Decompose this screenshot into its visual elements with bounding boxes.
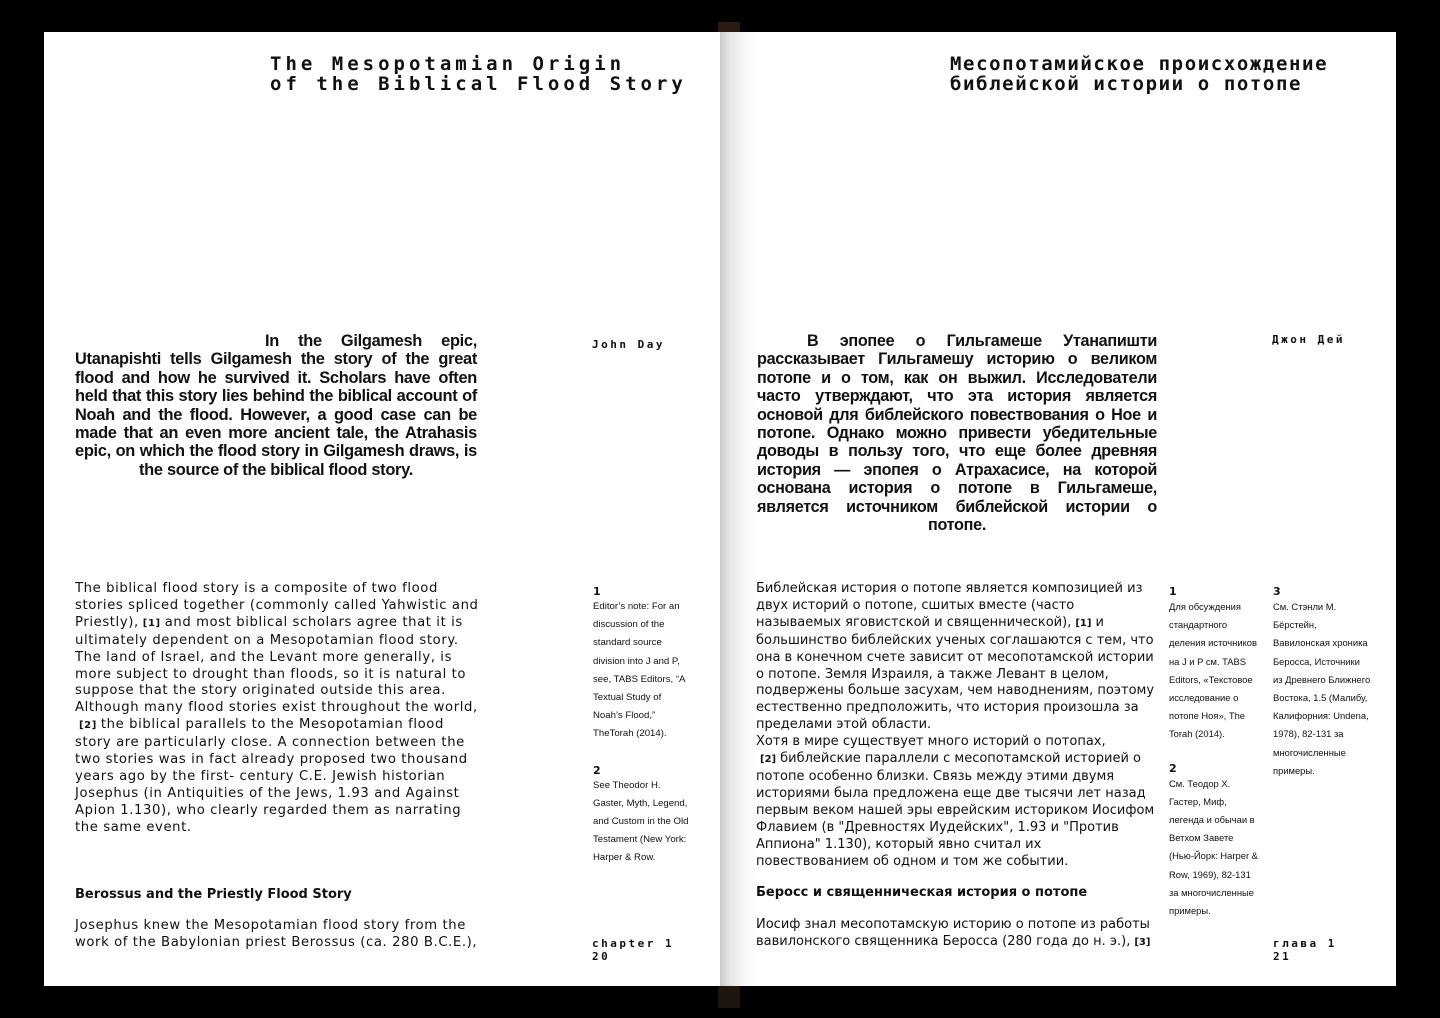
footer-page-number-ru: 21 — [1273, 950, 1292, 963]
body-text-en — [75, 581, 485, 837]
section-subhead-en: Berossus and the Priestly Flood Story — [75, 887, 352, 902]
page-title-ru — [950, 54, 1390, 94]
footnotes-ru-col1 — [1169, 585, 1259, 920]
lead-paragraph-ru: В эпопее о Гильгамеше Утанапишти рассказывает Гильгамешу историю о великом потопе и о том, как он выжил. Исследователи часто утверждают, что эта история является основой для библейского повествования о Ное и потопе. Однако можно привести убедительные доводы в пользу того, что еще более древняя история — эпопея о Атрахасисе, на которой основана история о потопе в Гильгамеше, является источником библейской истории о потопе. — [757, 332, 1157, 535]
author-name-ru: Джон Дей — [1272, 333, 1345, 346]
title-line-1-ru: Месопотамийское происхождение — [950, 53, 1329, 75]
left-page — [44, 32, 720, 986]
section-subhead-ru: Беросс и священническая история о потопе — [756, 885, 1088, 900]
footnote-number-2: 2 — [593, 763, 601, 777]
page-title-en — [270, 54, 710, 94]
lead-paragraph-en: In the Gilgamesh epic, Utanapishti tells Gilgamesh the story of the great flood and how he survived it. Scholars have often held that this story lies behind the biblical account of Noah and the flood. However, a good case can be made that an even more ancient tale, the Atrahasis epic, on which the flood story in Gilgamesh draws, is the source of the biblical flood story. — [75, 332, 477, 479]
footnote-ref-2[interactable]: [2] — [79, 720, 97, 732]
footer-page-number: 20 — [592, 950, 611, 963]
footnote-ref-3-ru[interactable]: [3] — [1134, 936, 1151, 948]
title-line-2-ru: библейской истории о потопе — [950, 73, 1303, 95]
book-spine-top — [718, 22, 740, 32]
page-footer-en — [592, 937, 674, 963]
footnote-number-1: 1 — [593, 585, 601, 598]
book-spine-bottom — [718, 986, 740, 1008]
footnote-ref-2-ru[interactable]: [2] — [760, 754, 777, 766]
footnote-text-2-ru: См. Теодор Х. Гастер, Миф, легенда и обычаи в Ветхом Завете (Нью-Йорк: Harper & Row, 1969), 82-131 за многочисленные примеры. — [1169, 777, 1258, 917]
body-paragraph-1: The biblical flood story is a composite of two flood stories spliced together (commonly called Yahwistic and Priestly), [1] and most biblical scholars agree that it is ultimately dependent on a Mesopotamian flood story. The land of Israel, and the Levant more generally, is more subject to drought than floods, so it is natural to suppose that the story originated outside this area. — [75, 581, 479, 699]
footnote-text-2: See Theodor H. Gaster, Myth, Legend, and Custom in the Old Testament (New York: Harper & Row. — [593, 779, 689, 864]
footnote-text-3-ru: См. Стэнли М. Бёрстейн, Вавилонская хроника Беросса, Источники из Древнего Ближнего Востока, 1.5 (Малибу, Калифорния: Undena, 1978), 82-131 за многочисленные примеры. — [1273, 601, 1371, 776]
right-page — [720, 32, 1396, 986]
footnote-ref-1-ru[interactable]: [1] — [1075, 617, 1092, 629]
page-footer-ru — [1273, 937, 1337, 963]
author-name-en: John Day — [592, 338, 665, 351]
body-paragraph-3-ru: Иосиф знал месопотамскую историю о потопе из работы вавилонского священника Беросса (280 года до н. э.), [3] — [756, 917, 1156, 952]
footnotes-ru-col2 — [1273, 585, 1371, 780]
body-text-ru — [756, 581, 1156, 870]
body-paragraph-2: Although many flood stories exist throughout the world,[2] the biblical parallels to the Mesopotamian flood story are particularly close. A connection between the two stories was in fact already proposed two thousand years ago by the first- century C.E. Jewish historian Josephus (in Antiquities of the Jews, 1.93 and Against Apion 1.130), who clearly regarded them as narrating the same event. — [75, 700, 478, 835]
title-line-2: of the Biblical Flood Story — [270, 73, 687, 95]
footnotes-en — [593, 585, 693, 868]
body-paragraph-1-ru: Библейская история о потопе является композицией из двух историй о потопе, сшитых вместе (часто называемых яговистской и священнической), [1] и большинство библейских ученых соглашаются с тем, что она в конечном счете зависит от месопотамской истории о потопе. Земля Израиля, а также Левант в целом, подвержены больше засухам, чем наводнениям, поэтому естественно предположить, что история произошла за пределами этой области. — [756, 581, 1155, 733]
body-paragraph-2-ru: Хотя в мире существует много историй о потопах,[2] библейские параллели с месопотамской историей о потопе особенно близки. Связь между этими двумя историями была предложена еще две тысячи лет назад первым веком нашей эры еврейским историком Иосифом Флавием (в "Древностях Иудейских", 1.93 и "Против Аппиона" 1.130), который явно считал их повествованием об одном и том же событии. — [756, 734, 1155, 869]
footnote-text-1-ru: Для обсуждения стандартного деления источников на J и P см. TABS Editors, «Текстовое исследование о потопе Ноя», The Torah (2014). — [1169, 601, 1257, 740]
footer-chapter: chapter 1 — [592, 937, 675, 950]
footnote-text-1: Editor’s note: For an discussion of the standard source division into J and P, see, TABS Editors, “A Textual Study of Noah’s Flood,” TheTorah (2014). — [593, 601, 685, 740]
footnote-ref-1[interactable]: [1] — [142, 617, 161, 629]
body-paragraph-3: Josephus knew the Mesopotamian flood story from the work of the Babylonian priest Berossus (ca. 280 B.C.E.), — [75, 918, 478, 950]
footer-chapter-ru: глава 1 — [1273, 937, 1337, 950]
footnote-number-1-ru: 1 — [1169, 585, 1177, 598]
footnote-number-2-ru: 2 — [1169, 761, 1177, 775]
title-line-1: The Mesopotamian Origin — [270, 53, 626, 75]
footnote-number-3-ru: 3 — [1273, 585, 1281, 598]
